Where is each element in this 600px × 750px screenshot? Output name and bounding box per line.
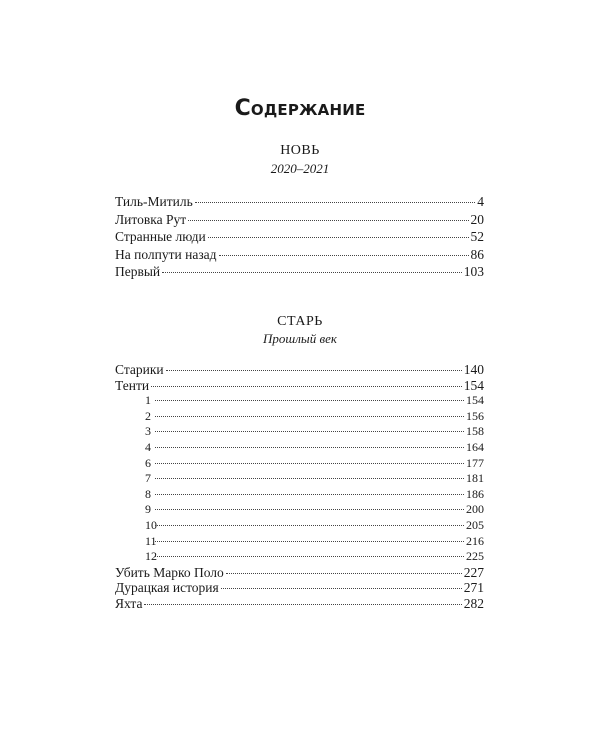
toc-entry-title: Старики [115, 362, 164, 377]
leader-dots [155, 556, 464, 557]
toc-entry-page: 156 [466, 408, 484, 423]
toc-entry-page: 225 [466, 549, 484, 564]
toc-entry-page: 227 [463, 564, 484, 580]
toc-entry-page: 186 [466, 486, 484, 501]
leader-dots [155, 541, 464, 542]
leader-dots [162, 272, 462, 273]
toc-entry-page: 154 [463, 377, 484, 393]
toc-subentry[interactable] [115, 518, 484, 534]
toc-entry-title: 1 [145, 393, 151, 408]
toc-entry-page: 86 [470, 246, 484, 262]
toc-entry-page: 154 [466, 393, 484, 408]
toc-entry-page: 20 [470, 211, 484, 227]
page-title: Содержание [234, 96, 366, 121]
toc-entry-title: На полпути назад [115, 246, 217, 262]
part-1-subtitle: 2020–2021 [270, 161, 330, 176]
toc-entry-page: 181 [466, 471, 484, 486]
toc-subentry[interactable] [115, 409, 484, 425]
leader-dots [144, 604, 461, 605]
leader-dots [155, 494, 464, 495]
toc-entry-title: 12 [145, 549, 157, 564]
leader-dots [155, 400, 464, 401]
toc-entry-title: Яхта [115, 595, 143, 611]
toc-entry-title: Тенти [115, 377, 150, 393]
leader-dots [155, 431, 464, 432]
leader-dots [208, 237, 469, 238]
toc-part-1 [115, 193, 484, 281]
toc-subentry[interactable] [115, 502, 484, 518]
toc-entry-page: 4 [477, 194, 484, 209]
toc-entry[interactable] [115, 362, 484, 378]
leader-dots [221, 588, 462, 589]
toc-entry-page: 158 [466, 424, 484, 439]
toc-entry-title: Тиль-Митиль [115, 194, 193, 209]
toc-entry-page: 140 [463, 362, 484, 377]
toc-entry[interactable] [115, 246, 484, 264]
toc-entry[interactable] [115, 263, 484, 281]
toc-entry[interactable] [115, 565, 484, 581]
toc-entry-title: Странные люди [115, 229, 206, 245]
toc-entry-title: 9 [145, 502, 151, 517]
toc-subentry[interactable] [115, 549, 484, 565]
toc-entry[interactable] [115, 596, 484, 612]
toc-entry-page: 205 [466, 517, 484, 532]
part-2-subtitle: Прошлый век [263, 331, 337, 346]
toc-entry-title: 2 [145, 408, 151, 423]
toc-entry-title: Убить Марко Поло [115, 564, 224, 580]
leader-dots [195, 202, 475, 203]
toc-entry[interactable] [115, 228, 484, 246]
toc-entry-title: 3 [145, 424, 151, 439]
leader-dots [155, 509, 464, 510]
toc-entry-page: 271 [463, 580, 484, 596]
toc-entry-title: 4 [145, 439, 151, 454]
leader-dots [155, 416, 464, 417]
toc-entry-page: 282 [463, 595, 484, 611]
toc-entry-title: 11 [145, 533, 157, 548]
toc-entry-title: 10 [145, 517, 157, 532]
toc-entry-title: 6 [145, 455, 151, 470]
toc-entry-page: 52 [470, 229, 484, 245]
toc-entry[interactable] [115, 193, 484, 211]
toc-entry-title: Первый [115, 264, 161, 280]
leader-dots [219, 255, 469, 256]
toc-entry-page: 216 [466, 533, 484, 548]
toc-subentry[interactable] [115, 440, 484, 456]
toc-entry-title: 7 [145, 471, 151, 486]
leader-dots [151, 386, 462, 387]
toc-subentry[interactable] [115, 424, 484, 440]
toc-subentry[interactable] [115, 487, 484, 503]
part-2-title: СТАРЬ [277, 314, 323, 329]
leader-dots [226, 573, 462, 574]
leader-dots [155, 525, 464, 526]
toc-subentry[interactable] [115, 456, 484, 472]
leader-dots [155, 463, 464, 464]
leader-dots [166, 370, 462, 371]
toc-subentry[interactable] [115, 393, 484, 409]
toc-entry[interactable] [115, 580, 484, 596]
toc-subentry[interactable] [115, 471, 484, 487]
toc-entry-page: 164 [466, 439, 484, 454]
toc-subentry[interactable] [115, 534, 484, 550]
part-1-title: НОВЬ [280, 143, 320, 158]
leader-dots [188, 220, 468, 221]
leader-dots [155, 447, 464, 448]
toc-entry-title: Дурацкая история [115, 580, 219, 596]
toc-entry-page: 177 [466, 455, 484, 470]
toc-entry-page: 103 [463, 264, 484, 280]
leader-dots [155, 478, 464, 479]
toc-entry[interactable] [115, 211, 484, 229]
toc-entry[interactable] [115, 378, 484, 394]
toc-entry-title: Литовка Рут [115, 211, 187, 227]
toc-part-2 [115, 362, 484, 612]
toc-entry-page: 200 [466, 502, 484, 517]
toc-entry-title: 8 [145, 486, 151, 501]
